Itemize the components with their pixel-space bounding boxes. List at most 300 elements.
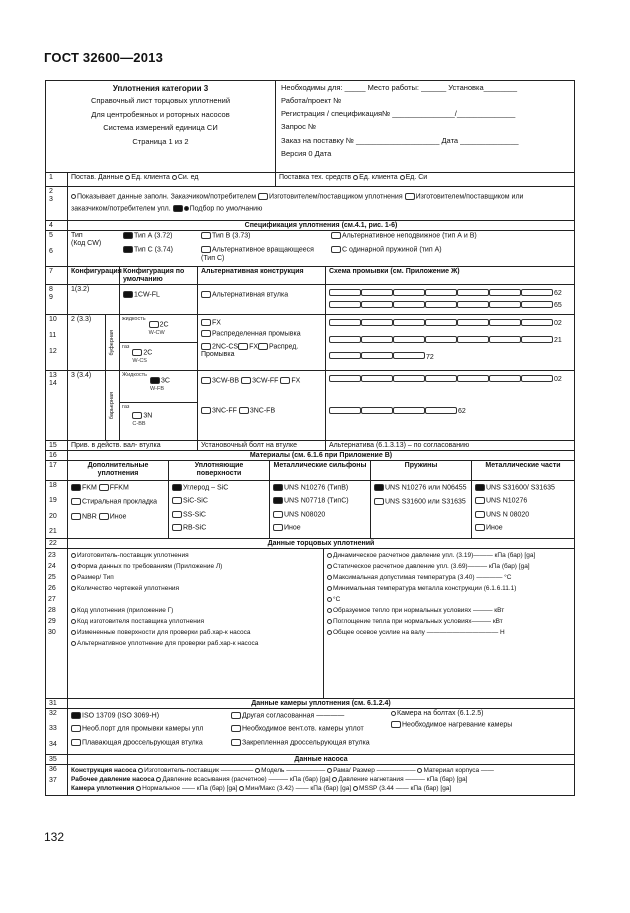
title-line: Система измерений единица СИ: [103, 123, 218, 133]
option-label: Необходимое вент.отв. камеры уплот: [242, 725, 364, 733]
seal-data-item-text: Статическое расчетное давление упл. (3.69)——— кПа (бар) [ga]: [333, 563, 530, 570]
option-label: Материал корпуса: [423, 767, 480, 774]
seal-data-item[interactable]: [71, 638, 320, 649]
checkbox-icon[interactable]: [361, 289, 393, 296]
checkbox-icon[interactable]: [393, 289, 425, 296]
flush-plan-option[interactable]: [361, 319, 393, 334]
checkbox-icon[interactable]: [238, 343, 248, 350]
checkbox-icon[interactable]: [258, 193, 268, 200]
row-number-text: 25: [48, 574, 56, 581]
type-options-a: [120, 231, 198, 266]
checkbox-icon[interactable]: [361, 319, 393, 326]
row-number: 7: [46, 267, 68, 284]
flush-plan-option[interactable]: [393, 352, 434, 367]
option-label: 2C: [159, 321, 169, 329]
checkbox-checked-icon[interactable]: [273, 484, 283, 491]
option-label: Рама/ Размер: [333, 767, 375, 774]
checkbox-icon[interactable]: [71, 739, 81, 746]
checkbox-icon[interactable]: [393, 336, 425, 343]
option-label: Углерод – SiC: [183, 484, 229, 492]
option-label: UNS N07718 (ТипС): [284, 497, 349, 505]
flush-plan-option[interactable]: [425, 319, 457, 334]
seal-data-item-text: Общее осевое усилие на валу ——————————— Н: [333, 629, 505, 636]
option-label: С одинарной пружиной (тип А): [342, 246, 442, 254]
checkbox-icon[interactable]: [329, 319, 361, 326]
checkbox-icon[interactable]: [172, 497, 182, 504]
config-label: 1(3.2): [68, 285, 120, 314]
row-number: 32 33 34: [46, 709, 68, 754]
checkbox-icon[interactable]: [425, 301, 457, 308]
flush-plan-option[interactable]: [489, 319, 521, 334]
checkbox-icon[interactable]: [231, 739, 241, 746]
checkbox-checked-icon[interactable]: [173, 205, 183, 212]
checkbox-icon[interactable]: [425, 319, 457, 326]
checkbox-icon[interactable]: [231, 712, 241, 719]
checkbox-icon[interactable]: [71, 725, 81, 732]
side-label: буферная: [109, 329, 116, 356]
option-label: FFKM: [109, 484, 129, 492]
option-label: FX: [291, 377, 301, 385]
radio-icon[interactable]: [327, 553, 332, 558]
option-label: Модель: [261, 767, 285, 774]
flush-plan-option[interactable]: [361, 301, 393, 311]
flush-plan-option[interactable]: [361, 407, 393, 437]
option-label: Мин/Макс (3.42): [245, 785, 294, 793]
radio-icon[interactable]: [71, 630, 76, 635]
seal-data-item[interactable]: [71, 572, 320, 583]
title-line: Страница 1 из 2: [132, 137, 189, 147]
checkbox-icon[interactable]: [132, 412, 142, 419]
seal-data-item-text: Код изготовителя поставщика уплотнения: [77, 618, 204, 625]
seal-data-item[interactable]: [71, 550, 320, 561]
flush-plan-option[interactable]: [521, 375, 562, 405]
flush-plan-option[interactable]: [393, 407, 425, 437]
flush-plan-option[interactable]: [425, 336, 457, 351]
seal-data-item[interactable]: [327, 561, 571, 572]
checkbox-checked-icon[interactable]: [273, 497, 283, 504]
checkbox-icon[interactable]: [475, 511, 485, 518]
seal-data-item[interactable]: [71, 561, 320, 572]
flush-plan-option[interactable]: [457, 319, 489, 334]
checkbox-icon[interactable]: [201, 291, 211, 298]
option-label: Ед. клиента: [359, 174, 398, 181]
row-units: [46, 173, 574, 187]
radio-icon[interactable]: [136, 786, 141, 791]
checkbox-icon[interactable]: [331, 246, 341, 253]
checkbox-icon[interactable]: [99, 513, 109, 520]
flush-plan-option[interactable]: [425, 375, 457, 405]
radio-icon[interactable]: [172, 175, 177, 180]
row-materials: [46, 481, 574, 539]
checkbox-icon[interactable]: [239, 407, 249, 414]
pump-design-label: Конструкция насоса: [71, 767, 137, 774]
radio-icon[interactable]: [332, 777, 337, 782]
config-alt: [198, 285, 326, 314]
option-label: 1CW-FL: [134, 291, 160, 299]
checkbox-icon[interactable]: [201, 377, 211, 384]
option-label: RB-SiC: [183, 524, 207, 532]
checkbox-icon[interactable]: [231, 725, 241, 732]
checkbox-icon[interactable]: [393, 352, 425, 359]
flush-plan-option[interactable]: [457, 375, 489, 405]
checkbox-icon[interactable]: [273, 511, 283, 518]
flush-plan-option[interactable]: [489, 375, 521, 405]
radio-icon[interactable]: [71, 564, 76, 569]
side-label-cell: [106, 315, 120, 370]
row-config-header: [46, 267, 574, 285]
flush-plan-option[interactable]: [329, 301, 361, 311]
checkbox-icon[interactable]: [393, 407, 425, 414]
checkbox-checked-icon[interactable]: [123, 232, 133, 239]
seal-data-item-text: Измененные поверхности для проверки раб.хар-к насоса: [77, 629, 251, 636]
option-label: Необходимое нагревание камеры: [402, 721, 513, 729]
checkbox-icon[interactable]: [425, 336, 457, 343]
row-number: 37: [49, 776, 57, 784]
option-label: FX: [212, 319, 221, 327]
flush-plan-option[interactable]: [361, 336, 393, 351]
radio-icon[interactable]: [327, 586, 332, 591]
checkbox-icon[interactable]: [457, 319, 489, 326]
checkbox-icon[interactable]: [329, 352, 361, 359]
checkbox-icon[interactable]: [280, 377, 290, 384]
checkbox-icon[interactable]: [172, 511, 182, 518]
option-label: Ед. клиента: [131, 174, 170, 181]
flush-plan-option[interactable]: [425, 407, 466, 437]
seal-data-item[interactable]: [71, 583, 320, 594]
flush-plan-option[interactable]: [393, 319, 425, 334]
seal-data-item[interactable]: [327, 583, 571, 594]
checkbox-icon[interactable]: [457, 301, 489, 308]
seal-data-item[interactable]: [71, 594, 320, 605]
seal-data-item[interactable]: [327, 550, 571, 561]
flush-plan-option[interactable]: [489, 289, 521, 299]
checkbox-icon[interactable]: [329, 289, 361, 296]
flush-plan-option[interactable]: [521, 319, 562, 334]
checkbox-icon[interactable]: [393, 375, 425, 382]
radio-icon[interactable]: [327, 630, 332, 635]
section-heading: Данные насоса: [294, 756, 348, 763]
seal-data-item-text: Максимальная допустимая температура (3.40) ———— °C: [333, 574, 512, 581]
checkbox-icon[interactable]: [329, 301, 361, 308]
radio-icon[interactable]: [71, 608, 76, 613]
col-header: Дополнительные уплотнения: [68, 461, 169, 480]
row-pump-data: [46, 765, 574, 795]
row-number: 8 9: [46, 285, 68, 314]
option-label: заказчиком/потребителем упл.: [71, 205, 171, 213]
option-sub: W-CS: [132, 358, 147, 365]
checkbox-icon[interactable]: [521, 375, 553, 382]
required-for-field[interactable]: Необходимы для: _____ Место работы: ______ Установка________: [281, 83, 518, 92]
option-label: Си. ед: [177, 174, 199, 181]
radio-icon[interactable]: [400, 175, 405, 180]
option-label: Иное: [109, 513, 127, 521]
checkbox-icon[interactable]: [489, 375, 521, 382]
option-label: Распределенная промывка: [212, 330, 301, 338]
medium-label: Жидкость: [122, 372, 148, 378]
radio-icon[interactable]: [327, 619, 332, 624]
row-number: 5 6: [46, 231, 68, 266]
unit-label: кПа (бар) [ga]: [426, 776, 468, 784]
radio-icon[interactable]: [255, 768, 260, 773]
medium-label: газ: [122, 344, 130, 350]
radio-icon[interactable]: [71, 586, 76, 591]
checkbox-icon[interactable]: [201, 343, 211, 350]
flush-plan-option[interactable]: [457, 289, 489, 299]
checkbox-checked-icon[interactable]: [123, 291, 133, 298]
radio-selected-icon[interactable]: [184, 206, 189, 211]
radio-icon[interactable]: [71, 619, 76, 624]
radio-icon[interactable]: [125, 175, 130, 180]
radio-icon[interactable]: [71, 641, 76, 646]
medium-label: газ: [122, 404, 130, 410]
option-label: NBR: [82, 513, 97, 521]
checkbox-icon[interactable]: [393, 319, 425, 326]
option-label: 3NC-FF: [212, 407, 237, 415]
row-chamber-heading: [46, 699, 574, 709]
checkbox-icon[interactable]: [329, 407, 361, 414]
option-label: Изготовителем/поставщиком уплотнения: [268, 193, 403, 201]
seal-data-item-text: °C: [333, 596, 341, 603]
checkbox-icon[interactable]: [425, 289, 457, 296]
radio-icon[interactable]: [239, 786, 244, 791]
row-number: 10 11 12: [46, 315, 68, 370]
flush-plan-option[interactable]: [329, 319, 361, 334]
seal-data-item-text: Изготовитель-поставщик уплотнения: [77, 552, 189, 559]
flush-plan-option[interactable]: [393, 301, 425, 311]
chamber-col-b: Другая согласованная ———— Необходимое вент.отв. камеры уплот Закрепленная дроссельрующая втулка: [228, 709, 388, 754]
checkbox-checked-icon[interactable]: [150, 377, 160, 384]
checkbox-icon[interactable]: [172, 524, 182, 531]
radio-icon[interactable]: [327, 575, 332, 580]
row-numbers: [46, 549, 68, 698]
checkbox-icon[interactable]: [374, 498, 384, 505]
col-header: Металлические части: [485, 462, 561, 469]
flush-plan-option[interactable]: [361, 289, 393, 299]
flush-plan-option[interactable]: [393, 375, 425, 405]
title-line: Для центробежных и роторных насосов: [91, 109, 230, 119]
flush-plan-option[interactable]: [425, 289, 457, 299]
checkbox-icon[interactable]: [489, 289, 521, 296]
checkbox-checked-icon[interactable]: [374, 484, 384, 491]
radio-icon[interactable]: [138, 768, 143, 773]
checkbox-icon[interactable]: [241, 377, 251, 384]
registration-field[interactable]: Регистрация / спецификация№ _______________/______________: [281, 109, 516, 119]
option-label: UNS N 08020: [486, 511, 530, 519]
radio-icon[interactable]: [71, 575, 76, 580]
flush-plan-option[interactable]: [521, 336, 562, 351]
type-label: Тип (Код CW): [71, 232, 102, 248]
checkbox-checked-icon[interactable]: [172, 484, 182, 491]
checkbox-icon[interactable]: [457, 289, 489, 296]
flush-plan-option[interactable]: [361, 375, 393, 405]
flush-plan-option[interactable]: [425, 301, 457, 311]
checkbox-icon[interactable]: [457, 336, 489, 343]
flush-plan-option[interactable]: [329, 352, 361, 367]
title-line: Уплотнения категории 3: [112, 84, 209, 93]
row-config-3: [46, 371, 574, 441]
checkbox-icon[interactable]: [393, 301, 425, 308]
option-label: UNS N08020: [284, 511, 326, 519]
seal-data-item[interactable]: [327, 616, 571, 627]
drive-default: Установочный болт на втулке: [198, 441, 326, 450]
option-label: MSSP (3.44: [358, 785, 394, 793]
checkbox-icon[interactable]: [149, 321, 159, 328]
checkbox-checked-icon[interactable]: [123, 246, 133, 253]
checkbox-icon[interactable]: [521, 319, 553, 326]
option-label: Показывает данные заполн. Заказчиком/потребителем: [77, 193, 257, 201]
row-materials-heading: [46, 451, 574, 461]
seal-data-item[interactable]: [327, 605, 571, 616]
row-numbers: [46, 765, 68, 795]
row-number: [48, 616, 65, 627]
radio-icon[interactable]: [156, 777, 161, 782]
radio-icon[interactable]: [353, 786, 358, 791]
flush-plan-option[interactable]: [361, 352, 393, 367]
option-sub: C-BB: [132, 421, 146, 428]
checkbox-icon[interactable]: [361, 336, 393, 343]
flush-plan-option[interactable]: [329, 375, 361, 405]
row-number: [48, 605, 65, 616]
radio-icon[interactable]: [353, 175, 358, 180]
row-number: 17: [46, 461, 68, 480]
checkbox-icon[interactable]: [201, 407, 211, 414]
checkbox-icon[interactable]: [201, 246, 211, 253]
flush-plan-option[interactable]: [393, 289, 425, 299]
option-label: SiC-SiC: [183, 497, 208, 505]
checkbox-icon[interactable]: [329, 375, 361, 382]
checkbox-icon[interactable]: [201, 232, 211, 239]
radio-icon[interactable]: [327, 564, 332, 569]
checkbox-icon[interactable]: [258, 343, 268, 350]
radio-icon[interactable]: [327, 597, 332, 602]
materials-bellows: [270, 481, 371, 538]
checkbox-icon[interactable]: [361, 352, 393, 359]
unit-label: кПа (бар) [ga]: [310, 785, 352, 793]
option-label: Подбор по умолчанию: [189, 205, 263, 213]
radio-icon[interactable]: [71, 553, 76, 558]
checkbox-icon[interactable]: [201, 330, 211, 337]
checkbox-icon[interactable]: [521, 301, 553, 308]
checkbox-icon[interactable]: [521, 289, 553, 296]
col-header: Схема промывки (см. Приложение Ж): [329, 268, 460, 275]
seal-data-item-text: Динамическое расчетное давление упл. (3.19)——— кПа (бар) [ga]: [333, 552, 536, 559]
flush-plan-code: 02: [554, 320, 562, 328]
request-field[interactable]: Запрос №: [281, 122, 316, 132]
flush-plan-option[interactable]: [457, 301, 489, 311]
checkbox-icon[interactable]: [425, 375, 457, 382]
option-label: 3CW-BB: [212, 377, 240, 385]
flush-plan-option[interactable]: [393, 336, 425, 351]
checkbox-checked-icon[interactable]: [475, 484, 485, 491]
checkbox-icon[interactable]: [489, 301, 521, 308]
checkbox-icon[interactable]: [361, 375, 393, 382]
row-seal-data: [46, 549, 574, 699]
seal-data-item[interactable]: [327, 572, 571, 583]
option-label: Распред. Промывка: [201, 343, 299, 359]
seal-data-item[interactable]: [71, 616, 320, 627]
checkbox-icon[interactable]: [425, 407, 457, 414]
checkbox-icon[interactable]: [475, 497, 485, 504]
option-label: FX: [249, 343, 259, 351]
checkbox-icon[interactable]: [361, 407, 393, 414]
flush-plan-option[interactable]: [329, 407, 361, 437]
checkbox-icon[interactable]: [521, 336, 553, 343]
seal-data-item[interactable]: [71, 605, 320, 616]
checkbox-icon[interactable]: [99, 484, 109, 491]
option-label: Плавающая дроссельрующая втулка: [82, 739, 203, 747]
flush-plan-option[interactable]: [457, 336, 489, 351]
type-options-b: [198, 231, 328, 266]
checkbox-icon[interactable]: [201, 319, 211, 326]
checkbox-icon[interactable]: [132, 349, 142, 356]
row-seal-type: [46, 231, 574, 267]
row-number: 35: [46, 755, 68, 764]
checkbox-icon[interactable]: [405, 193, 415, 200]
checkbox-icon[interactable]: [391, 721, 401, 728]
option-label: Стиральная прокладка: [82, 498, 158, 506]
checkbox-icon[interactable]: [331, 232, 341, 239]
checkbox-icon[interactable]: [489, 336, 521, 343]
row-drive: [46, 441, 574, 451]
drive-label: Прив. в действ. вал- втулка: [68, 441, 198, 450]
flush-plan-option[interactable]: [329, 336, 361, 351]
flush-plan-option[interactable]: [489, 336, 521, 351]
radio-icon[interactable]: [417, 768, 422, 773]
project-field[interactable]: Работа/проект №: [281, 96, 342, 106]
checkbox-icon[interactable]: [475, 524, 485, 531]
version-field[interactable]: Версия 0 Дата: [281, 148, 332, 158]
checkbox-icon[interactable]: [489, 319, 521, 326]
option-label: Изготовителем/поставщиком или: [415, 193, 524, 201]
row-number-text: 26: [48, 585, 56, 592]
checkbox-icon[interactable]: [71, 498, 81, 505]
option-label: Давление нагнетания: [338, 776, 404, 784]
radio-icon[interactable]: [71, 194, 76, 199]
checkbox-checked-icon[interactable]: [71, 484, 81, 491]
flush-plan-grid: [326, 315, 574, 370]
seal-data-item[interactable]: [71, 627, 320, 638]
row-number: [48, 561, 65, 572]
materials-springs: [371, 481, 472, 538]
checkbox-icon[interactable]: [329, 336, 361, 343]
seal-data-item[interactable]: [327, 594, 571, 605]
order-field[interactable]: Заказ на поставку № ____________________ Дата ______________: [281, 135, 519, 145]
option-label: Альтернативное вращающееся (Тип С): [201, 246, 314, 262]
flush-plan-option[interactable]: [521, 301, 562, 311]
option-label: UNS N10276: [486, 497, 528, 505]
option-label: UNS N10276 (ТипВ): [284, 484, 349, 492]
radio-icon[interactable]: [327, 768, 332, 773]
flush-plan-option[interactable]: [329, 289, 361, 299]
flush-plan-option[interactable]: [521, 289, 562, 299]
checkbox-icon[interactable]: [361, 301, 393, 308]
checkbox-checked-icon[interactable]: [71, 712, 81, 719]
checkbox-icon[interactable]: [457, 375, 489, 382]
seal-data-item-text: Образуемое тепло при нормальных условиях ——— кВт: [333, 607, 505, 614]
seal-data-item[interactable]: [327, 627, 571, 638]
option-label: 3CW-FF: [252, 377, 279, 385]
checkbox-icon[interactable]: [273, 524, 283, 531]
medium-label: жидкость: [122, 316, 146, 322]
option-label: Ед. Си: [405, 174, 428, 181]
option-label: Другая согласованная: [242, 712, 315, 720]
option-label: UNS S31600 или S31635: [385, 498, 466, 506]
flush-plan-option[interactable]: [489, 301, 521, 311]
radio-icon[interactable]: [327, 608, 332, 613]
radio-icon[interactable]: [391, 711, 396, 716]
checkbox-icon[interactable]: [71, 513, 81, 520]
row-materials-header: [46, 461, 574, 481]
